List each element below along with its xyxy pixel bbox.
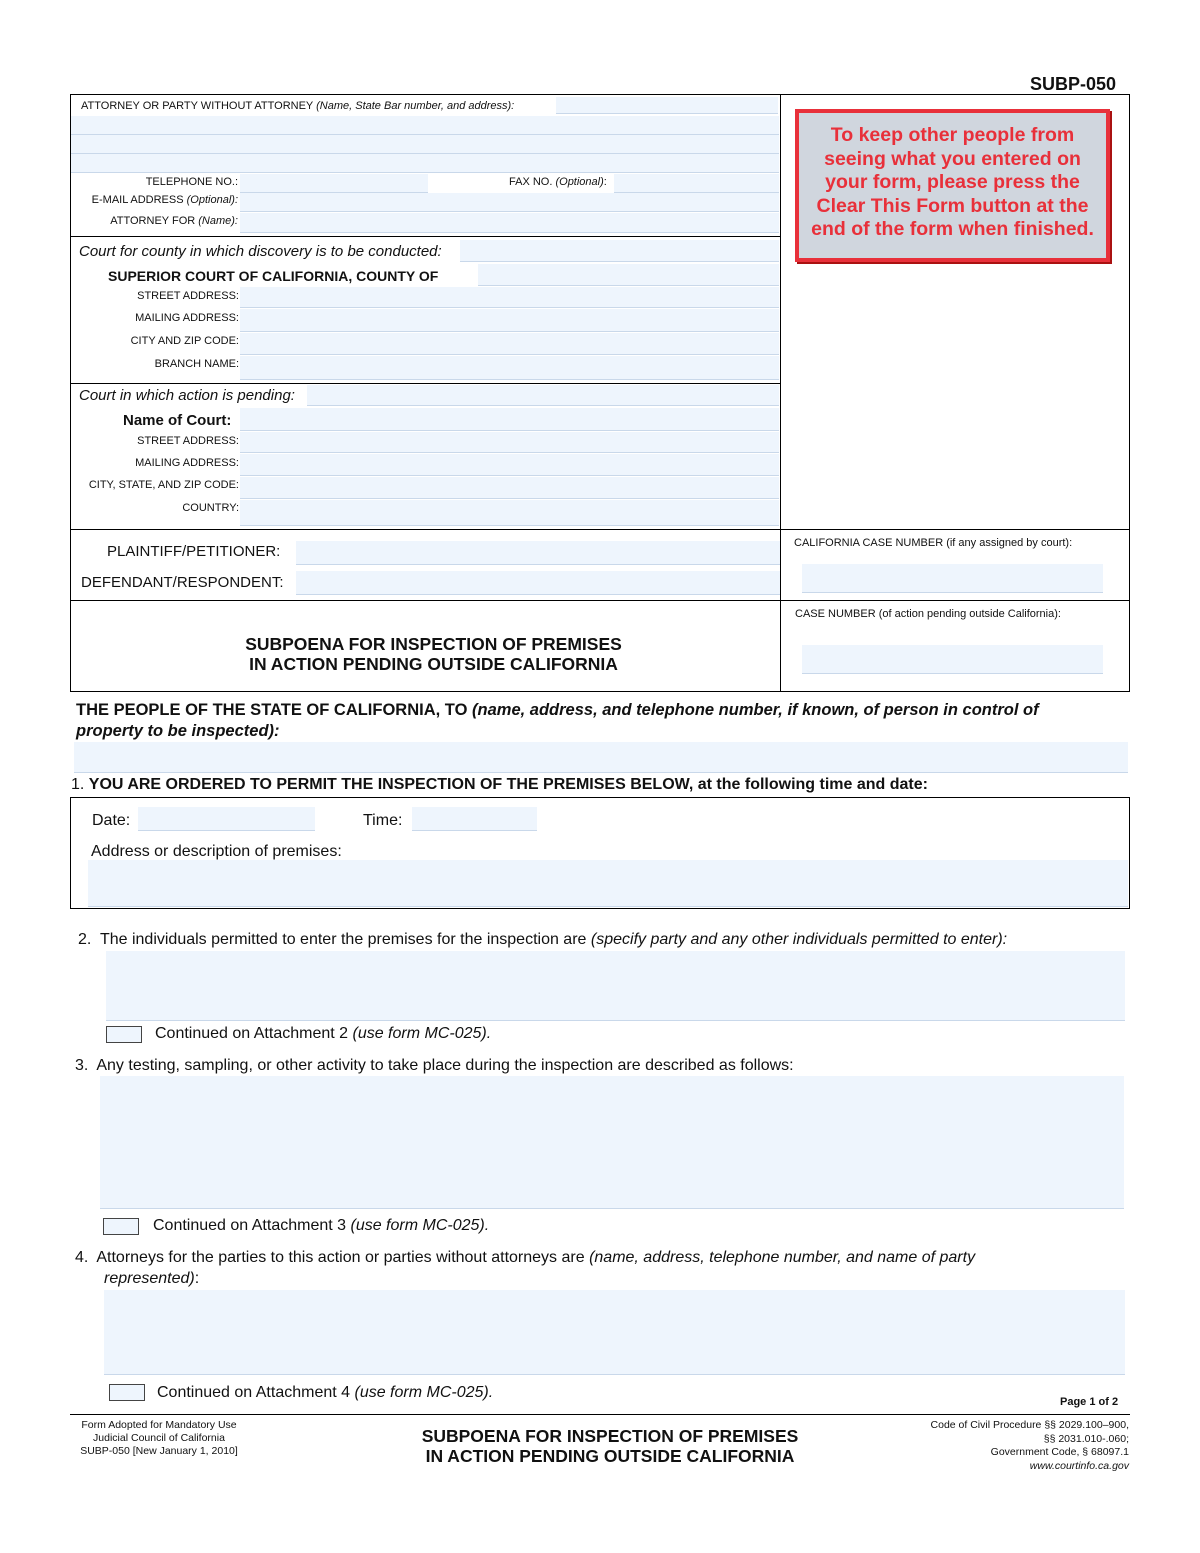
attachment2-text: Continued on Attachment 2 — [155, 1025, 349, 1042]
caption-middle-divider — [780, 94, 781, 692]
item2-heading — [78, 931, 1007, 949]
caption-left-border — [70, 94, 71, 692]
street-address-field[interactable] — [240, 287, 779, 308]
superior-court-label: SUPERIOR COURT OF CALIFORNIA, COUNTY OF — [108, 268, 439, 284]
person-in-control-field[interactable] — [74, 742, 1128, 773]
attachment4-italic: (use form MC-025). — [354, 1384, 494, 1401]
attachment3-italic: (use form MC-025). — [350, 1217, 490, 1234]
time-field[interactable] — [412, 807, 537, 831]
country-label: COUNTRY: — [182, 502, 239, 514]
city-state-zip-label: CITY, STATE, AND ZIP CODE: — [88, 479, 239, 491]
defendant-label: DEFENDANT/RESPONDENT: — [81, 574, 284, 591]
discovery-court-field[interactable] — [460, 240, 779, 262]
footer-right — [880, 1419, 1129, 1473]
country-field[interactable] — [240, 500, 779, 526]
item1-text: YOU ARE ORDERED TO PERMIT THE INSPECTION OF THE PREMISES BELOW, at the following time and date: — [88, 776, 928, 793]
footer-form-revision: SUBP-050 [New January 1, 2010] — [80, 1445, 238, 1457]
individuals-permitted-field[interactable] — [106, 951, 1125, 1021]
fax-optional-text: (Optional) — [555, 176, 604, 188]
footer-government-code: Government Code, § 68097.1 — [990, 1446, 1129, 1458]
attachment4-label — [157, 1384, 493, 1402]
attorney-name-field[interactable] — [556, 97, 778, 114]
footer-code-civil: Code of Civil Procedure §§ 2029.100–900, — [930, 1419, 1129, 1431]
name-of-court-label: Name of Court: — [123, 412, 232, 429]
footer-title — [360, 1426, 860, 1466]
pending-court-label: Court in which action is pending: — [79, 387, 295, 404]
people-of-state-bold: THE PEOPLE OF THE STATE OF CALIFORNIA, TO — [76, 701, 468, 719]
fax-label-text: FAX NO. — [509, 176, 553, 188]
plaintiff-label: PLAINTIFF/PETITIONER: — [107, 543, 281, 560]
footer-code-sections: §§ 2031.010-.060; — [1043, 1432, 1129, 1445]
attorney-for-name-text: (Name): — [198, 215, 238, 227]
form-title — [170, 634, 697, 674]
form-title-line2: IN ACTION PENDING OUTSIDE CALIFORNIA — [249, 654, 618, 674]
footer-left — [58, 1419, 260, 1458]
city-state-zip-field[interactable] — [240, 477, 779, 499]
ca-case-number-label: CALIFORNIA CASE NUMBER (if any assigned by court): — [794, 537, 1073, 549]
time-label: Time: — [363, 812, 403, 829]
mailing-address-label: MAILING ADDRESS: — [135, 312, 239, 324]
branch-name-label: BRANCH NAME: — [154, 358, 239, 370]
street-address-label: STREET ADDRESS: — [137, 290, 239, 302]
attorney-address-line1[interactable] — [71, 116, 779, 135]
caption-top-border — [70, 94, 1130, 95]
item2-number: 2. — [78, 931, 92, 948]
mailing-address-field-2[interactable] — [240, 454, 779, 476]
email-label-text: E-MAIL ADDRESS — [91, 194, 184, 206]
pending-court-field[interactable] — [307, 385, 779, 406]
date-label: Date: — [92, 812, 131, 829]
case-number-label: CASE NUMBER (of action pending outside California): — [795, 608, 1061, 620]
item1-heading — [71, 776, 928, 794]
premises-address-field[interactable] — [88, 860, 1128, 907]
item4-text: Attorneys for the parties to this action or parties without attorneys are — [96, 1249, 585, 1266]
item4-number: 4. — [75, 1249, 89, 1266]
attachment2-checkbox[interactable] — [106, 1026, 142, 1043]
people-of-state-heading — [76, 700, 1126, 742]
attorney-label — [81, 100, 514, 112]
item1-number: 1. — [71, 776, 85, 793]
email-label — [76, 194, 238, 206]
branch-name-field[interactable] — [240, 356, 779, 380]
fax-colon: : — [603, 176, 607, 188]
item2-italic: (specify party and any other individuals permitted to enter): — [590, 931, 1008, 948]
attorney-for-label — [80, 215, 238, 227]
address-description-label: Address or description of premises: — [91, 843, 342, 860]
item4-colon: : — [194, 1270, 200, 1287]
email-optional-text: (Optional): — [186, 194, 238, 206]
caption-divider-parties — [70, 529, 1130, 530]
caption-divider-title — [70, 600, 1130, 601]
footer-title-line2: IN ACTION PENDING OUTSIDE CALIFORNIA — [425, 1446, 795, 1466]
attachment4-text: Continued on Attachment 4 — [157, 1384, 351, 1401]
item4-italic1: (name, address, telephone number, and name of party — [589, 1249, 976, 1266]
ca-case-number-field[interactable] — [802, 564, 1103, 593]
email-field[interactable] — [240, 193, 779, 212]
attachment2-label — [155, 1025, 491, 1043]
name-of-court-field[interactable] — [240, 408, 779, 431]
fax-label — [509, 176, 607, 188]
attorney-address-line2[interactable] — [71, 135, 779, 154]
telephone-label: TELEPHONE NO.: — [145, 176, 238, 188]
case-number-field[interactable] — [802, 645, 1103, 674]
item3-heading — [75, 1057, 794, 1075]
privacy-notice-line3: your form, please press the — [825, 171, 1080, 193]
city-zip-field[interactable] — [240, 333, 779, 355]
privacy-notice-line5: end of the form when finished. — [811, 218, 1094, 240]
privacy-notice-line2: seeing what you entered on — [824, 147, 1081, 170]
attorney-label-text: ATTORNEY OR PARTY WITHOUT ATTORNEY — [81, 100, 314, 112]
attachment3-text: Continued on Attachment 3 — [153, 1217, 347, 1234]
item3-text: Any testing, sampling, or other activity to take place during the inspection are described as follows: — [96, 1057, 794, 1074]
mailing-address-label-2: MAILING ADDRESS: — [135, 457, 239, 469]
item2-text: The individuals permitted to enter the premises for the inspection are — [99, 931, 587, 948]
attorney-address-line3[interactable] — [71, 154, 779, 173]
form-title-line1: SUBPOENA FOR INSPECTION OF PREMISES — [245, 634, 622, 654]
footer-judicial-council: Judicial Council of California — [93, 1432, 225, 1444]
caption-bottom-border — [70, 691, 1130, 692]
footer-rule — [70, 1414, 1130, 1415]
footer-website-link[interactable]: www.courtinfo.ca.gov — [1029, 1459, 1129, 1472]
form-id: SUBP-050 — [1030, 74, 1117, 94]
street-address-field-2[interactable] — [240, 432, 779, 453]
footer-adopted: Form Adopted for Mandatory Use — [81, 1419, 237, 1431]
attorney-label-italic: (Name, State Bar number, and address): — [316, 100, 515, 112]
attorneys-parties-field[interactable] — [104, 1290, 1125, 1375]
caption-divider-court1 — [70, 236, 780, 237]
county-field[interactable] — [478, 264, 779, 286]
people-of-state-italic1: (name, address, and telephone number, if known, of person in control of — [472, 701, 1039, 719]
mailing-address-field[interactable] — [240, 309, 779, 332]
privacy-notice-line4: Clear This Form button at the — [816, 194, 1089, 217]
caption-right-border — [1129, 94, 1130, 692]
city-zip-label: CITY AND ZIP CODE: — [130, 335, 239, 347]
attorney-for-field[interactable] — [240, 213, 779, 233]
footer-title-line1: SUBPOENA FOR INSPECTION OF PREMISES — [421, 1426, 799, 1446]
date-field[interactable] — [138, 807, 315, 831]
testing-activity-field[interactable] — [100, 1076, 1124, 1209]
people-of-state-italic2: property to be inspected): — [76, 722, 280, 740]
privacy-notice-line1: To keep other people from — [830, 124, 1075, 146]
caption-divider-court2 — [70, 383, 780, 384]
attorney-for-label-text: ATTORNEY FOR — [110, 215, 196, 227]
plaintiff-field[interactable] — [296, 541, 780, 565]
item4-italic2: represented) — [104, 1270, 195, 1287]
attachment4-checkbox[interactable] — [109, 1384, 145, 1401]
street-address-label-2: STREET ADDRESS: — [137, 435, 239, 447]
discovery-court-label: Court for county in which discovery is to be conducted: — [79, 243, 442, 260]
attachment2-italic: (use form MC-025). — [352, 1025, 492, 1042]
item4-heading — [75, 1247, 1127, 1289]
privacy-notice-box — [795, 109, 1110, 262]
attachment3-checkbox[interactable] — [103, 1218, 139, 1235]
item3-number: 3. — [75, 1057, 89, 1074]
defendant-field[interactable] — [296, 571, 780, 595]
page-number: Page 1 of 2 — [1060, 1396, 1119, 1408]
telephone-field[interactable] — [240, 174, 428, 193]
fax-field[interactable] — [614, 174, 779, 193]
attachment3-label — [153, 1217, 489, 1235]
privacy-notice-text — [799, 113, 1106, 242]
